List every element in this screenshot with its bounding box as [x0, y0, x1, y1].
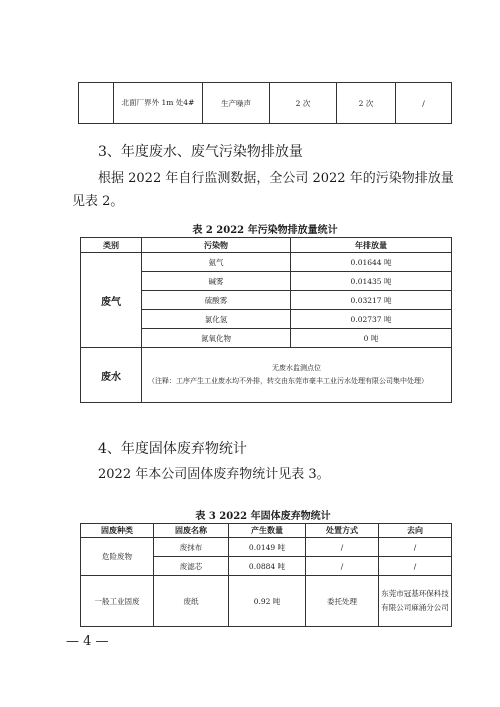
category-waste-gas: 废气 — [81, 253, 142, 348]
category-hazardous: 危险废物 — [81, 538, 154, 576]
waste-water-note-cell — [142, 348, 452, 403]
monitor-note: / — [396, 83, 452, 124]
waste-destination: / — [379, 538, 452, 557]
waste-method: 委托处理 — [306, 576, 379, 627]
table3-caption: 表 3 2022 年固体废弃物统计 — [195, 511, 331, 522]
pollutant-amount: 0 吨 — [291, 329, 452, 348]
section4-heading: 4、年度固体废弃物统计 — [98, 441, 247, 457]
solid-waste-table — [80, 523, 452, 627]
table-header-row — [81, 524, 452, 538]
pollutant-name: 碱雾 — [142, 272, 291, 291]
page-number: — 4 — — [66, 634, 109, 649]
table-header-row — [81, 238, 452, 253]
col-header-disposal: 处置方式 — [306, 524, 379, 538]
waste-amount: 0.0149 吨 — [229, 538, 306, 557]
pollutant-amount: 0.01435 吨 — [291, 272, 452, 291]
section3-heading: 3、年度废水、废气污染物排放量 — [98, 144, 303, 160]
table-row — [81, 348, 452, 403]
no-water-monitoring: 无废水监测点位 — [272, 364, 321, 372]
waste-destination: / — [379, 557, 452, 576]
section3-para-line1: 根据 2022 年自行监测数据，全公司 2022 年的污染物排放量 — [98, 171, 454, 186]
monitor-frequency-1: 2 次 — [270, 83, 337, 124]
col-header-annual-emission: 年排放量 — [291, 238, 452, 253]
col-header-quantity: 产生数量 — [229, 524, 306, 538]
waste-name: 废滤芯 — [154, 557, 229, 576]
pollutant-amount: 0.03217 吨 — [291, 291, 452, 310]
waste-method: / — [306, 538, 379, 557]
waste-amount: 0.0884 吨 — [229, 557, 306, 576]
pollutant-emission-table — [80, 237, 452, 403]
monitor-item: 生产噪声 — [203, 83, 270, 124]
monitor-frequency-2: 2 次 — [337, 83, 396, 124]
pollutant-name: 氮氧化物 — [142, 329, 291, 348]
pollutant-name: 硫酸雾 — [142, 291, 291, 310]
pollutant-amount: 0.01644 吨 — [291, 253, 452, 272]
pollutant-amount: 0.02737 吨 — [291, 310, 452, 329]
waste-amount: 0.92 吨 — [229, 576, 306, 627]
col-header-waste-type: 固废种类 — [81, 524, 154, 538]
waste-method: / — [306, 557, 379, 576]
waste-name: 废抹布 — [154, 538, 229, 557]
waste-name: 废纸 — [154, 576, 229, 627]
category-general-industrial: 一般工业固废 — [81, 576, 154, 627]
table-row — [81, 253, 452, 272]
category-waste-water: 废水 — [81, 348, 142, 403]
col-header-waste-name: 固废名称 — [154, 524, 229, 538]
table-row — [81, 538, 452, 557]
pollutant-name: 氨气 — [142, 253, 291, 272]
section4-para: 2022 年本公司固体废弃物统计见表 3。 — [98, 467, 330, 482]
monitor-location: 北面厂界外 1m 处4# — [114, 83, 203, 124]
waste-destination: 东莞市冠基环保科技有限公司麻涌分公司 — [379, 576, 452, 627]
pollutant-name: 氯化氢 — [142, 310, 291, 329]
table2-caption: 表 2 2022 年污染物排放量统计 — [192, 225, 338, 236]
col-header-destination: 去向 — [379, 524, 452, 538]
section3-para-line2: 见表 2。 — [72, 194, 124, 209]
table-row — [81, 576, 452, 627]
water-note: （注释：工序产生工业废水均不外排，转交由东莞市豪丰工业污水处理有限公司集中处理） — [148, 377, 428, 385]
noise-monitoring-table — [78, 82, 452, 124]
table-cell-empty — [79, 83, 114, 124]
col-header-pollutant: 污染物 — [142, 238, 291, 253]
col-header-category: 类别 — [81, 238, 142, 253]
table-row — [79, 83, 452, 124]
